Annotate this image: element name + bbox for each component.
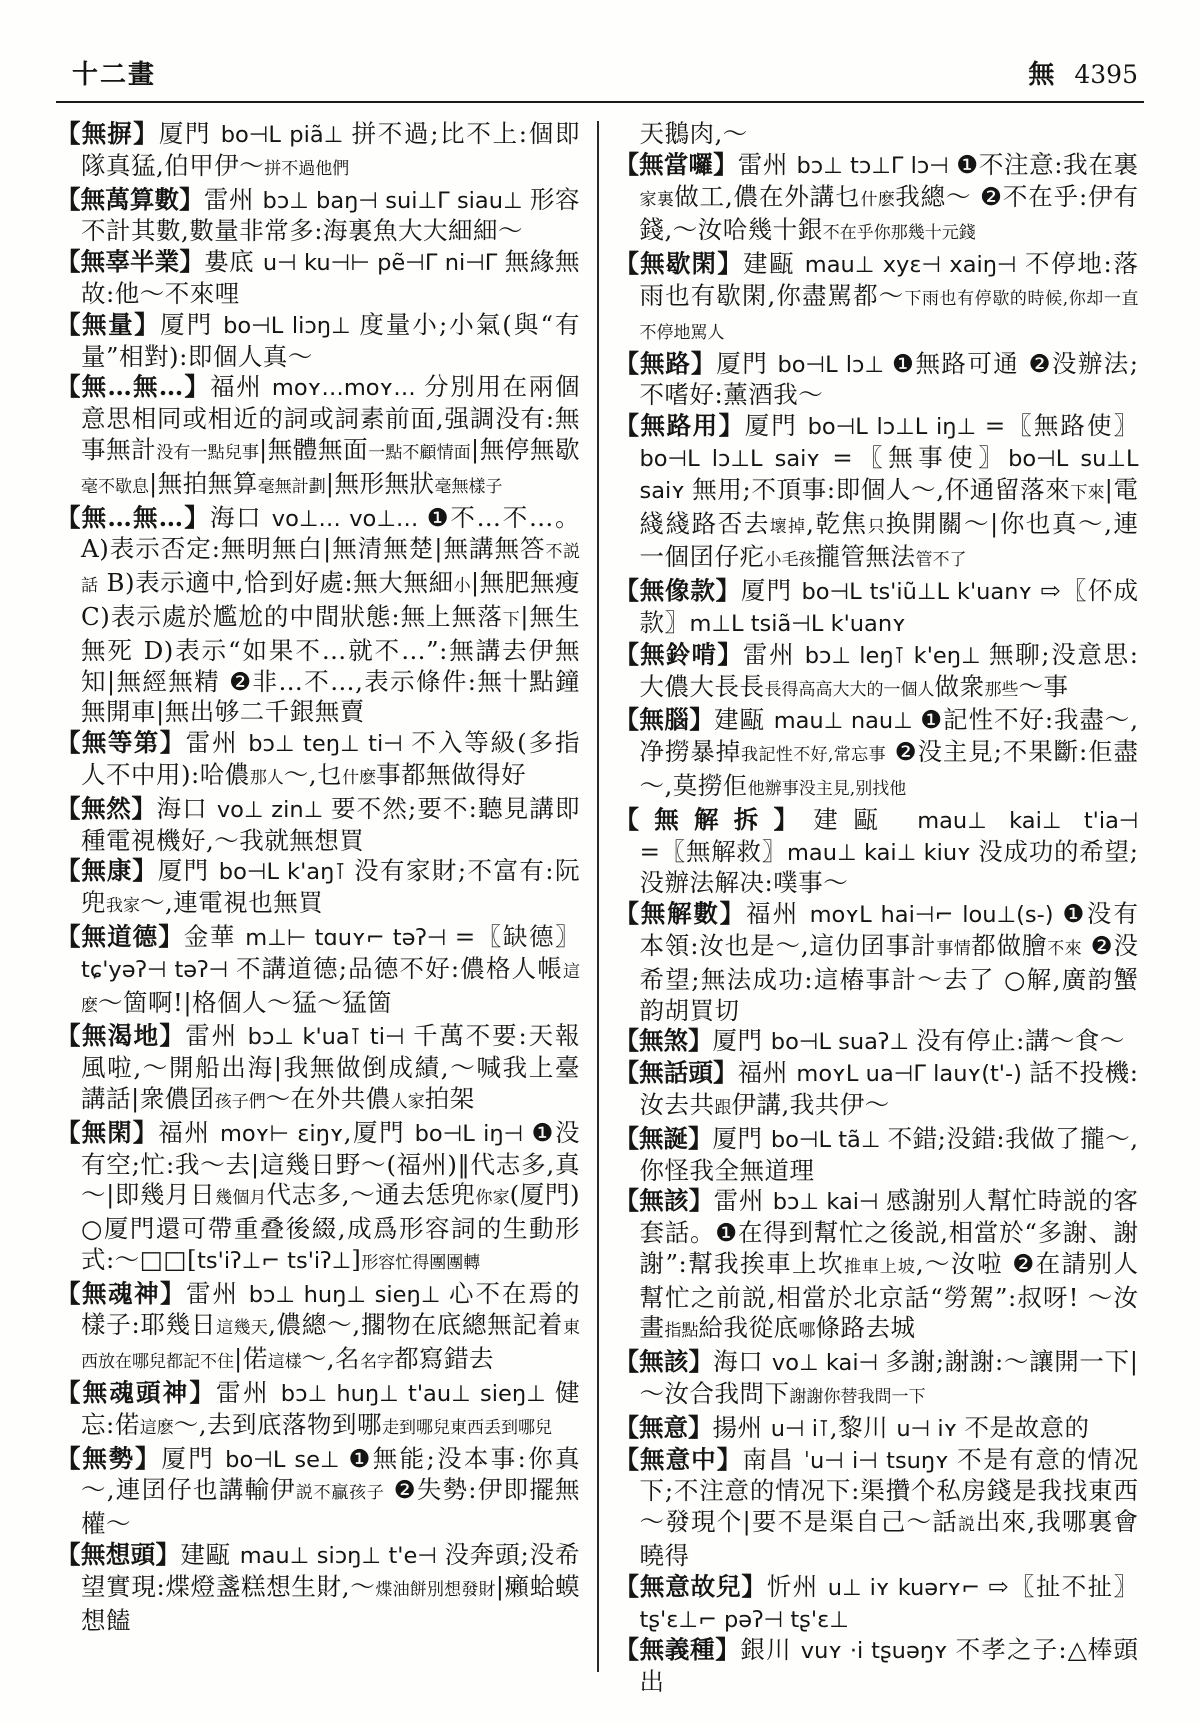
entry-text: ～,乜 xyxy=(283,759,343,789)
entry-text: 福州 xyxy=(210,372,272,402)
dictionary-entry xyxy=(56,922,580,1021)
entry-gloss-small: 只 xyxy=(867,516,886,537)
entry-gloss-small: 小 xyxy=(453,576,471,597)
entry-headword: 【無然】 xyxy=(56,793,157,823)
entry-phonetic: ts'iʔ⊥⌐ ts'iʔ⊥ xyxy=(197,1247,352,1274)
entry-gloss-small: 毫無樣子 xyxy=(434,476,503,497)
dictionary-entry xyxy=(615,899,1139,1026)
entry-gloss-small: 那些 xyxy=(984,679,1019,700)
entry-phonetic: bo⊣L iŋ⊣ xyxy=(414,1120,532,1147)
entry-phonetic: bɔ⊥ teŋ⊥ ti⊣ xyxy=(248,731,412,758)
entry-phonetic: bɔ⊥ leŋ⊺ k'eŋ⊥ xyxy=(804,642,989,669)
entry-headword: 【無量】 xyxy=(56,309,161,339)
entry-phonetic: tɕ'yəʔ⊣ təʔ⊣ xyxy=(81,956,237,983)
entry-text: 福州 xyxy=(158,1117,220,1147)
dictionary-entry xyxy=(615,1445,1139,1572)
entry-headword: 【無歇閑】 xyxy=(614,249,743,279)
entry-text: 厦門 xyxy=(158,119,221,148)
entry-phonetic: bo⊣L tã⊥ xyxy=(770,1126,888,1153)
entry-gloss-small: 小毛孩 xyxy=(764,550,816,571)
entry-phonetic: bo⊣L su⊥L saiʏ xyxy=(639,445,1139,504)
entry-phonetic: bo⊣L liɔŋ⊥ xyxy=(223,312,360,339)
entry-headword: 【無摒】 xyxy=(56,119,159,148)
entry-phonetic: ˈu⊣ i⊣ tsuŋʏ xyxy=(803,1447,958,1474)
entry-phonetic: bo⊣L lɔ⊥L iŋ⊥ xyxy=(807,414,985,441)
entry-phonetic: bo⊣L lɔ⊥L saiʏ xyxy=(639,445,833,472)
entry-gloss-small: 東西放在哪兒都記不住 xyxy=(81,1318,580,1373)
entry-headword: 【無意故兒】 xyxy=(614,1571,767,1601)
entry-gloss-small: 壞掉 xyxy=(769,516,807,537)
entry-headword: 【無誕】 xyxy=(614,1123,713,1153)
entry-gloss-small: 什麽 xyxy=(860,189,896,210)
entry-text: 要不然;要不:聽見講即種電視機好,～我就無想買 xyxy=(81,793,580,855)
entry-phonetic: tʂ'ɛ⊥⌐ pəʔ⊣ tʂ'ɛ⊥ xyxy=(639,1606,849,1633)
entry-gloss-small: 指點 xyxy=(664,1321,699,1342)
entry-phonetic: bɔ⊥ baŋ⊣ sui⊥Γ siau⊥ xyxy=(262,187,530,214)
dictionary-entry xyxy=(56,1444,580,1540)
entry-headword: 【無意中】 xyxy=(614,1444,743,1474)
dictionary-entry xyxy=(615,1124,1139,1187)
entry-text: 厦門 xyxy=(712,1026,771,1056)
entry-phonetic: vo⊥… vo⊥… xyxy=(271,505,427,532)
entry-text: |癩蛤蟆想饁 xyxy=(81,1571,581,1635)
entry-text: ,厦門 xyxy=(343,1117,415,1147)
entry-text: |無肥無瘦 C)表示處於尷尬的中間狀態:無上無落 xyxy=(81,568,580,631)
entry-phonetic: bo⊣L lɔ⊥ xyxy=(777,351,893,378)
entry-text: ,黎川 xyxy=(829,1412,897,1442)
entry-gloss-small: 名字 xyxy=(360,1352,395,1373)
entry-text: 做工,儂在外講乜 xyxy=(674,181,861,211)
entry-text: |無停無歇 xyxy=(470,434,581,464)
entry-headword: 【無…無…】 xyxy=(56,502,210,532)
entry-text: =〖無解救〗 xyxy=(639,836,787,866)
entry-text: 雷州 xyxy=(185,1021,248,1051)
entry-headword: 【無解數】 xyxy=(614,899,746,929)
column-left xyxy=(56,119,580,1698)
entry-text: =〖缺德〗 xyxy=(454,921,580,951)
entry-gloss-small: 説不贏孩子 xyxy=(295,1483,385,1504)
entry-text: 不是有意的情况下;不注意的情况下:渠攢个私房錢是我找東西～發現个|要不是渠自己～話 xyxy=(639,1444,1139,1537)
dictionary-entry xyxy=(615,1058,1139,1124)
entry-phonetic: bɔ⊥ huŋ⊥ t'au⊥ sieŋ⊥ xyxy=(280,1381,556,1408)
dictionary-entry xyxy=(56,1279,580,1378)
entry-text: 厦門 xyxy=(740,576,802,606)
entry-phonetic: moʏ…moʏ… xyxy=(271,375,425,402)
dictionary-entry xyxy=(56,185,580,248)
entry-phonetic: bo⊣L k'aŋ⊺ xyxy=(218,859,355,886)
entry-phonetic: vo⊥ kai⊣ xyxy=(771,1350,886,1377)
dictionary-entry xyxy=(615,805,1139,899)
entry-text: ～,連電視也無買 xyxy=(140,888,324,918)
entry-phonetic: moʏ⊢ ɛiŋʏ xyxy=(219,1120,344,1147)
entry-gloss-small: 不來 xyxy=(1047,938,1083,959)
entry-phonetic: bo⊣L se⊥ xyxy=(225,1446,349,1473)
entry-text: 拼不過;比不上:個即隊真猛,伯甲伊～ xyxy=(81,119,580,180)
dictionary-entry xyxy=(615,1347,1139,1413)
entry-text: =〖無路使〗 xyxy=(984,411,1139,441)
entry-text: |無體無面 xyxy=(258,434,369,464)
entry-gloss-small: 形容忙得團團轉 xyxy=(361,1252,481,1273)
entry-text: ❶不注意:我在裏 xyxy=(956,149,1139,179)
entry-phonetic: mau⊥ xyɛ⊣ xaiŋ⊣ xyxy=(804,252,1025,279)
entry-text: 雷州 xyxy=(185,1278,249,1308)
entry-gloss-small: 那人 xyxy=(249,767,284,788)
dictionary-entry xyxy=(615,640,1139,706)
dictionary-entry xyxy=(56,1540,580,1636)
entry-text: 出來,我哪裏會曉得 xyxy=(639,1507,1139,1571)
entry-text: 雷州 xyxy=(216,1378,281,1408)
entry-text: 没奔頭;没希望實現:煠燈盞糕想生財,～ xyxy=(81,1540,580,1601)
entry-text: 健忘:偌 xyxy=(81,1378,581,1439)
entry-text: 代志多,～通去恁兜 xyxy=(266,1180,476,1210)
entry-text: 不是故意的 xyxy=(964,1412,1090,1442)
entry-text: 厦門 xyxy=(157,856,219,886)
entry-text: 做衆 xyxy=(934,671,985,701)
entry-text: ～,去到底落物到哪 xyxy=(173,1409,383,1439)
entry-text: ] xyxy=(351,1244,362,1274)
entry-text: 建甌 xyxy=(813,804,918,834)
entry-gloss-small: 他辦事没主見,别找他 xyxy=(747,778,907,799)
dictionary-entry xyxy=(615,576,1139,640)
dictionary-entry xyxy=(56,247,580,310)
entry-text: 多謝;謝謝:～讓開一下|～汝合我問下 xyxy=(639,1347,1139,1409)
entry-headword: 【無鈴啃】 xyxy=(614,639,743,669)
entry-text: 厦門 xyxy=(160,309,224,339)
entry-text: ❶没有本領:汝也是～,這仂囝事計 xyxy=(639,899,1139,960)
entry-headword: 【無閑】 xyxy=(56,1117,159,1147)
column-divider xyxy=(597,121,599,1672)
entry-headword: 【無勢】 xyxy=(56,1443,162,1473)
entry-gloss-small: 推車上坡 xyxy=(843,1256,916,1277)
entry-text: 没成功的希望;没辦法解决:噗事～ xyxy=(639,836,1139,898)
entry-text: 厦門 xyxy=(161,1443,226,1473)
entry-text: ,～汝啦 ❷在請别人幫忙之前説,相當於北京話“勞駕”:叔呀! ～汝畫 xyxy=(639,1248,1139,1343)
entry-text: 换開關～|你也真～,連一個囝仔疕 xyxy=(639,508,1139,572)
entry-phonetic: mau⊥ nau⊥ xyxy=(773,708,921,735)
entry-text: ❷没主見;不果斷:佢盡～,莫撈佢 xyxy=(639,737,1139,800)
entry-phonetic: bo⊣L suaʔ⊥ xyxy=(770,1029,917,1056)
entry-gloss-small: 這麽 xyxy=(81,961,580,1016)
entry-text: 不錯;没錯:我做了攏～,你怪我全無道理 xyxy=(639,1123,1139,1185)
entry-text: ⇨〖扯不扯〗 xyxy=(988,1571,1139,1601)
entry-headword: 【無當囉】 xyxy=(614,149,738,179)
entry-text: 不講道德;品德不好:儂格人帳 xyxy=(236,953,563,983)
entry-text: 揚州 xyxy=(712,1412,771,1442)
dictionary-entry xyxy=(56,1021,580,1117)
entry-phonetic: m⊥L tsiã⊣L k'uanʏ xyxy=(689,610,906,637)
entry-gloss-small: 這樣 xyxy=(267,1352,302,1373)
dictionary-entry xyxy=(56,794,580,857)
entry-phonetic: m⊥⊢ tɑuʏ⌐ təʔ⊣ xyxy=(245,924,455,951)
entry-text: 建甌 xyxy=(714,705,774,735)
entry-text: ～在外共儂 xyxy=(265,1083,391,1113)
page-number: 4395 xyxy=(1074,60,1138,89)
entry-text: 金華 xyxy=(183,921,246,951)
entry-gloss-small: 没有一點兒事 xyxy=(156,442,259,463)
dictionary-entry xyxy=(615,349,1139,412)
entry-text: 海口 xyxy=(156,793,217,823)
entry-text: 没有停止:講～食～ xyxy=(916,1026,1125,1056)
entry-text: 形容不計其數,數量非常多:海裏魚大大細細～ xyxy=(81,184,580,246)
dictionary-entry xyxy=(615,1572,1139,1636)
entry-gloss-small: 家裏 xyxy=(639,189,675,210)
entry-gloss-small: 一點不顧情面 xyxy=(368,442,471,463)
entry-phonetic: mau⊥ kai⊥ kiuʏ xyxy=(786,839,979,866)
entry-headword: 【無義種】 xyxy=(614,1635,741,1665)
entry-text: 無聊;没意思:大儂大長長 xyxy=(639,639,1139,701)
entry-phonetic: bɔ⊥ k'ua⊺ ti⊣ xyxy=(247,1024,414,1051)
entry-text: 心不在焉的樣子:耶幾日 xyxy=(81,1278,580,1340)
entry-headword: 【無道德】 xyxy=(56,921,184,951)
entry-headword: 【無想頭】 xyxy=(56,1540,181,1570)
entry-gloss-small: 管不了 xyxy=(915,550,967,571)
entry-text: 福州 xyxy=(745,899,810,929)
entry-text: |偌 xyxy=(234,1344,268,1374)
entry-gloss-small: 我家 xyxy=(106,896,140,917)
entry-gloss-small: 幾個月 xyxy=(215,1188,267,1209)
entry-headword: 【無該】 xyxy=(614,1186,714,1216)
entry-headword: 【無魂神】 xyxy=(56,1278,186,1308)
entry-headword: 【無意】 xyxy=(614,1412,713,1442)
entry-text: ～箇啊!|格個人～猛～猛箇 xyxy=(98,987,393,1017)
entry-headword: 【無辜半業】 xyxy=(56,247,205,277)
dictionary-entry xyxy=(56,119,580,185)
entry-phonetic: bo⊣L piã⊥ xyxy=(220,122,352,148)
dictionary-entry xyxy=(56,503,580,729)
entry-text: 條路去城 xyxy=(815,1313,916,1343)
running-head xyxy=(1028,54,1138,91)
entry-gloss-small: 下來 xyxy=(1070,482,1105,503)
entry-phonetic: mau⊥ siɔŋ⊥ t'e⊣ xyxy=(239,1543,445,1570)
entry-gloss-small: 説 xyxy=(957,1515,976,1536)
entry-text: ～,名 xyxy=(301,1344,361,1374)
entry-text: 雷州 xyxy=(185,728,249,758)
entry-headword: 【無康】 xyxy=(56,856,158,886)
entry-text: |無形無狀 xyxy=(325,468,435,498)
entry-text: 不停地:落雨也有歇閑,你盡駡都～ xyxy=(639,249,1139,310)
entry-phonetic: bɔ⊥ kai⊣ xyxy=(772,1189,887,1216)
entry-gloss-small: 人家 xyxy=(390,1091,425,1112)
entry-text: 攏管無法 xyxy=(815,542,916,572)
entry-phonetic: mau⊥ kai⊥ t'ia⊣ xyxy=(917,807,1139,834)
entry-headword: 【無路】 xyxy=(614,348,717,378)
page-header xyxy=(56,46,1144,101)
dictionary-entry xyxy=(615,249,1139,348)
entry-gloss-small: 走到哪兒東西丢到哪兒 xyxy=(382,1417,553,1438)
entry-text: 海口 xyxy=(209,502,272,532)
entry-text: 都寫錯去 xyxy=(394,1344,495,1374)
entry-text: 海口 xyxy=(713,1347,772,1377)
dictionary-entry xyxy=(615,411,1139,576)
entry-text: 無緣無故:他～不來哩 xyxy=(81,247,581,308)
entry-text: |無生無死 D)表示“如果不…就不…”:無講去伊無知|無經無精 ❷非…不…,表示條件:無十點鐘無開車|無出够二千銀無賣 xyxy=(81,601,580,727)
entry-text: 建甌 xyxy=(742,249,805,279)
section-label: 十二畫 xyxy=(72,60,157,90)
entry-text: ⇨〖伓成款〗 xyxy=(639,576,1139,637)
entry-gloss-small: 什麽 xyxy=(342,767,377,788)
entry-text: 天鵝肉,～ xyxy=(639,119,748,148)
entry-text: 厦門 xyxy=(744,411,808,441)
dictionary-entry xyxy=(56,372,580,502)
entry-text: (厦門) ○厦門還可帶重叠後綴,成爲形容詞的生動形式:～□□[ xyxy=(81,1180,581,1274)
entry-text: 銀川 xyxy=(740,1635,801,1665)
entry-text: B)表示適中,恰到好處:無大無細 xyxy=(98,568,454,598)
entry-text: 話不投機:汝去共 xyxy=(639,1058,1139,1119)
entry-gloss-small: 拼不過他們 xyxy=(264,158,350,179)
entry-gloss-small: 毫不歇息 xyxy=(81,476,149,497)
entry-text: 婁底 xyxy=(204,247,263,277)
entry-text: ❷没希望;無法成功:這樁事計～去了 ○解,廣韵蟹韵胡買切 xyxy=(639,930,1139,1025)
entry-text: 厦門 xyxy=(716,348,778,378)
entry-headword: 【無萬算數】 xyxy=(56,184,204,214)
entry-gloss-small: 謝謝你替我問一下 xyxy=(789,1387,926,1408)
dictionary-entry xyxy=(56,1118,580,1279)
entry-phonetic: vuʏ ·i tʂuəŋʏ xyxy=(800,1638,956,1665)
entry-text: 建甌 xyxy=(180,1540,240,1570)
entry-phonetic: u⊣ ku⊣⊢ pẽ⊣Γ ni⊣Γ xyxy=(262,250,505,277)
entry-headword: 【無話頭】 xyxy=(614,1058,738,1088)
dictionary-entry xyxy=(615,1635,1139,1698)
entry-headword: 【無解拆】 xyxy=(614,804,814,834)
entry-gloss-small: 不在乎你那幾十元錢 xyxy=(822,223,976,244)
entry-gloss-small: 這幾天 xyxy=(216,1318,269,1339)
entry-text: 都做膾 xyxy=(971,930,1048,960)
entry-text: 度量小;小氣(與“有量”相對):即個人真～ xyxy=(81,309,581,371)
entry-text: ,乾焦 xyxy=(806,508,868,538)
column-right xyxy=(615,119,1139,1698)
entry-text: 我總～ ❷不在乎:伊有錢,～汝哈幾十銀 xyxy=(639,181,1139,245)
entry-headword: 【無…無…】 xyxy=(56,372,211,402)
entry-text: |無拍無算 xyxy=(149,468,258,498)
entry-gloss-small: 不説話 xyxy=(81,542,580,597)
entry-phonetic: vo⊥ zin⊥ xyxy=(216,796,332,823)
entry-gloss-small: 孩子們 xyxy=(214,1091,266,1112)
entry-text: 拍架 xyxy=(424,1083,475,1113)
entry-text: 事都無做得好 xyxy=(376,759,527,789)
entry-text: 無用;不頂事:即個人～,伓通留落來 xyxy=(692,474,1071,504)
dictionary-entry xyxy=(615,1413,1139,1445)
entry-text: 雷州 xyxy=(203,184,263,214)
entry-gloss-small: 你家 xyxy=(475,1188,510,1209)
dictionary-entry xyxy=(56,310,580,373)
dictionary-body xyxy=(56,119,1144,1698)
entry-gloss-small: 事情 xyxy=(936,938,972,959)
entry-gloss-small: 下雨也有停歇的時候,你却一直不停地駡人 xyxy=(639,288,1139,343)
dictionary-entry xyxy=(56,728,580,794)
entry-gloss-small: 哪 xyxy=(798,1321,816,1342)
entry-headword: 【無煞】 xyxy=(614,1026,713,1056)
entry-text: ❶不…不…。A)表示否定:無明無白|無清無楚|無講無答 xyxy=(81,502,581,564)
entry-text: 不孝之子:△棒頭出 xyxy=(639,1635,1139,1697)
dictionary-entry xyxy=(56,1378,580,1444)
entry-phonetic: u⊣ iʏ xyxy=(896,1415,965,1442)
entry-text: 厦門 xyxy=(712,1123,771,1153)
entry-headword: 【無魂頭神】 xyxy=(56,1378,216,1408)
entry-text: ❶無能;没本事:你真～,連囝仔也講輸伊 xyxy=(81,1443,581,1505)
entry-phonetic: u⊣ i⊺ xyxy=(770,1415,830,1442)
entry-text: 給我從底 xyxy=(698,1313,799,1343)
entry-text: 千萬不要:天報風啦,～開船出海|我無做倒成績,～喊我上臺講話|衆儂囝 xyxy=(81,1021,580,1113)
entry-text: 福州 xyxy=(737,1058,797,1088)
entry-headword: 【無路用】 xyxy=(614,411,745,441)
header-rule xyxy=(56,101,1144,103)
entry-gloss-small: 跟 xyxy=(714,1097,732,1118)
entry-text: 感謝别人幫忙時説的客套話。❶在得到幫忙之後説,相當於“多謝、謝謝”:幫我挨車上坎 xyxy=(639,1186,1139,1278)
entry-text: 忻州 xyxy=(766,1571,828,1601)
dictionary-entry xyxy=(615,705,1139,804)
entry-text: 雷州 xyxy=(737,149,797,179)
entry-text: ,儂總～,擱物在底總無記着 xyxy=(268,1310,563,1340)
entry-phonetic: bɔ⊥ tɔ⊥Γ lɔ⊣ xyxy=(796,152,957,179)
entry-headword: 【無渴地】 xyxy=(56,1021,186,1051)
entry-text: 雷州 xyxy=(742,639,805,669)
entry-phonetic: u⊥ iʏ kuərʏ⌐ xyxy=(827,1574,989,1601)
entry-text: ❶記性不好:我盡～,净撈暴掉 xyxy=(639,705,1139,767)
dictionary-entry xyxy=(615,119,1139,150)
entry-gloss-small: 毫無計劃 xyxy=(257,476,326,497)
entry-text: ❷失勢:伊即擺無權～ xyxy=(81,1475,581,1539)
entry-gloss-small: 長得高高大大的一個人 xyxy=(764,679,935,700)
entry-headword: 【無該】 xyxy=(614,1347,714,1377)
running-head-character: 無 xyxy=(1028,60,1055,90)
dictionary-entry xyxy=(615,150,1139,249)
entry-text: |電綫綫路否去 xyxy=(639,474,1139,538)
dictionary-entry xyxy=(615,1186,1139,1347)
entry-text: ❶無路可通 ❷没辦法;不嗜好:薰酒我～ xyxy=(639,348,1139,410)
entry-text: 雷州 xyxy=(713,1186,773,1216)
dictionary-entry xyxy=(56,856,580,922)
entry-phonetic: bɔ⊥ huŋ⊥ sieŋ⊥ xyxy=(248,1281,450,1308)
entry-text: =〖無事使〗 xyxy=(832,442,1009,472)
entry-gloss-small: 煠油餅別想發財 xyxy=(375,1579,496,1600)
entry-headword: 【無等第】 xyxy=(56,728,186,758)
entry-text: 不入等級(多指人不中用):哈儂 xyxy=(81,728,581,789)
entry-gloss-small: 下 xyxy=(502,609,521,630)
entry-text: ～事 xyxy=(1018,671,1069,701)
entry-text: 南昌 xyxy=(742,1444,804,1474)
entry-headword: 【無腦】 xyxy=(614,705,715,735)
entry-text: 没有家財;不富有:阮兜 xyxy=(81,856,580,918)
entry-text: 分別用在兩個意思相同或相近的詞或詞素前面,强調没有:無事無計 xyxy=(81,372,580,464)
entry-text: ❶没有空;忙:我～去|這幾日野～(福州)‖代志多,真～|即幾月日 xyxy=(81,1117,580,1210)
entry-gloss-small: 這麽 xyxy=(139,1417,174,1438)
entry-phonetic: moʏL ua⊣Γ lauʏ(t'-) xyxy=(796,1061,1030,1088)
entry-headword: 【無像款】 xyxy=(614,576,741,606)
entry-gloss-small: 我記性不好,常忘事 xyxy=(741,745,886,766)
dictionary-entry xyxy=(615,1026,1139,1058)
entry-phonetic: moʏL hai⊣⌐ lou⊥(s-) xyxy=(809,902,1063,929)
entry-phonetic: bo⊣L ts'iũ⊥L k'uanʏ xyxy=(801,579,1041,606)
entry-text: 伊講,我共伊～ xyxy=(731,1089,890,1119)
